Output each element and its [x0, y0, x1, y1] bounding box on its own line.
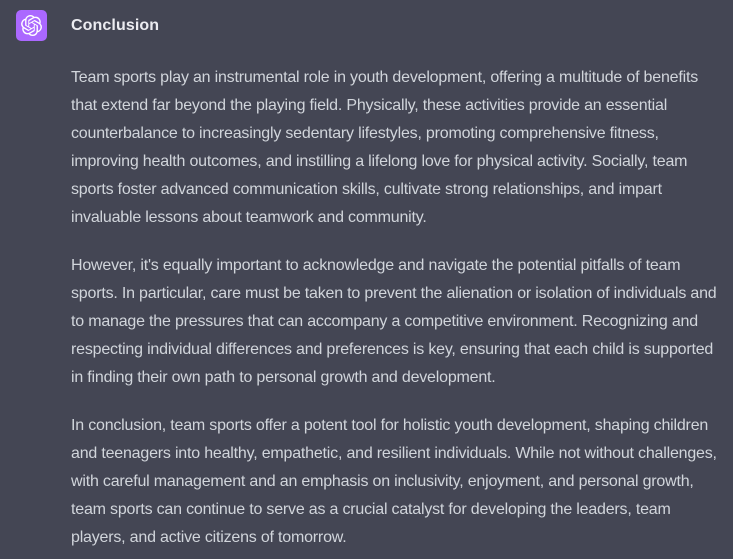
assistant-avatar: [16, 10, 47, 41]
message-paragraph-2: However, it's equally important to acknowledge and navigate the potential pitfalls of team sports. In particular, care must be taken to prevent the alienation or isolation of individuals and to manage the pressures that can accompany a competitive environment. Recognizing and respecting individual differences and preferences is key, ensuring that each child is supported in finding their own path to personal growth and development.: [71, 257, 717, 386]
message-content: [71, 10, 722, 552]
message-paragraph-3: In conclusion, team sports offer a potent tool for holistic youth development, shaping children and teenagers into healthy, empathetic, and resilient individuals. While not without challenges, with careful management and an emphasis on inclusivity, enjoyment, and personal growth, team sports can continue to serve as a crucial catalyst for developing the leaders, team players, and active citizens of tomorrow.: [71, 417, 717, 546]
message-paragraph-1: Team sports play an instrumental role in youth development, offering a multitude of benefits that extend far beyond the playing field. Physically, these activities provide an essential counterbalance to increasingly sedentary lifestyles, promoting comprehensive fitness, improving health outcomes, and instilling a lifelong love for physical activity. Socially, team sports foster advanced communication skills, cultivate strong relationships, and impart invaluable lessons about teamwork and community.: [71, 69, 698, 226]
openai-logo-icon: [21, 15, 42, 36]
message-heading: Conclusion: [71, 17, 160, 34]
